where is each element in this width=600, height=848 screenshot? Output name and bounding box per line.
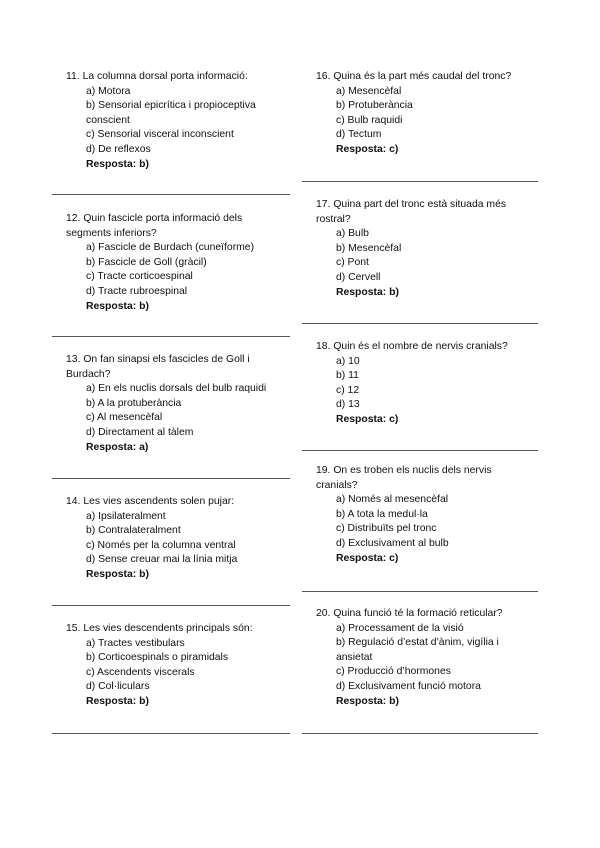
option-c: c) Al mesencèfal	[86, 412, 163, 424]
separator	[302, 591, 538, 592]
question-19	[302, 464, 538, 566]
option-d: d) 13	[336, 399, 360, 411]
question-options	[336, 227, 538, 285]
separator	[52, 733, 290, 734]
question-15	[52, 622, 290, 710]
question-text: 20. Quina funció té la formació reticular?	[316, 608, 503, 619]
option-d: d) Exclusivament funció motora	[336, 680, 481, 692]
answer: Resposta: b)	[336, 286, 399, 298]
question-options	[86, 241, 290, 299]
option-d: d) Tectum	[336, 129, 382, 141]
option-b: b) A tota la medul·la	[336, 508, 428, 520]
option-b: b) Corticoespinals o piramidals	[86, 652, 229, 664]
separator	[52, 336, 290, 337]
option-b: b) Regulació d’estat d’ànim, vigília i ansietat	[336, 637, 499, 663]
option-b: b) 11	[336, 370, 359, 382]
option-a: a) Bulb	[336, 228, 369, 240]
question-options	[86, 510, 290, 568]
question-13	[52, 353, 290, 455]
separator	[302, 181, 538, 182]
option-d: d) Sense creuar mai la línia mitja	[86, 554, 238, 566]
question-20	[302, 607, 538, 709]
answer: Resposta: b)	[86, 300, 149, 312]
option-b: b) Fascicle de Goll (gràcil)	[86, 256, 207, 268]
option-a: a) Fascicle de Burdach (cuneïforme)	[86, 242, 255, 254]
option-b: b) Protuberància	[336, 100, 413, 112]
separator	[52, 194, 290, 195]
answer: Resposta: c)	[336, 552, 399, 564]
separator	[52, 605, 290, 606]
answer: Resposta: b)	[86, 695, 149, 707]
option-d: d) Col·liculars	[86, 681, 150, 693]
question-18	[302, 340, 538, 428]
question-options	[336, 85, 538, 143]
question-text: 17. Quina part del tronc està situada més rostral?	[316, 199, 507, 225]
question-options	[336, 355, 538, 413]
option-a: a) Només al mesencèfal	[336, 494, 449, 506]
question-text: 18. Quin és el nombre de nervis cranials?	[316, 341, 508, 352]
option-c: c) Bulb raquidi	[336, 114, 403, 126]
answer: Resposta: b)	[86, 568, 149, 580]
answer: Resposta: c)	[336, 143, 399, 155]
option-c: c) Ascendents viscerals	[86, 666, 195, 678]
question-16	[302, 70, 538, 158]
question-text: 15. Les vies descendents principals són:	[66, 623, 253, 634]
option-d: d) Cervell	[336, 271, 381, 283]
option-a: a) 10	[336, 355, 360, 367]
answer: Resposta: a)	[86, 441, 149, 453]
answer: Resposta: c)	[336, 413, 399, 425]
question-text: 19. On es troben els nuclis dels nervis cranials?	[316, 465, 492, 491]
question-text: 11. La columna dorsal porta informació:	[66, 71, 248, 82]
option-d: d) Tracte rubroespinal	[86, 285, 188, 297]
question-options	[336, 622, 538, 695]
question-options	[86, 382, 290, 440]
option-a: a) Processament de la visió	[336, 622, 464, 634]
question-14	[52, 495, 290, 583]
question-options	[86, 85, 290, 158]
option-d: d) Directament al tàlem	[86, 426, 194, 438]
separator	[302, 323, 538, 324]
option-b: b) Contralateralment	[86, 525, 181, 537]
option-c: c) Tracte corticoespinal	[86, 271, 193, 283]
option-a: a) En els nuclis dorsals del bulb raquidi	[86, 383, 267, 395]
option-c: c) Producció d’hormones	[336, 666, 451, 678]
option-a: a) Ipsilateralment	[86, 510, 166, 522]
question-text: 12. Quin fascicle porta informació dels segments inferiors?	[66, 213, 243, 239]
option-c: c) Només per la columna ventral	[86, 539, 236, 551]
option-a: a) Mesencèfal	[336, 85, 402, 97]
option-c: c) 12	[336, 384, 360, 396]
answer: Resposta: b)	[86, 158, 149, 170]
question-text: 16. Quina és la part més caudal del tronc?	[316, 71, 512, 82]
answer: Resposta: b)	[336, 695, 399, 707]
question-options	[86, 637, 290, 695]
question-options	[336, 493, 538, 551]
separator	[302, 733, 538, 734]
option-a: a) Motora	[86, 85, 131, 97]
question-11	[52, 70, 290, 172]
option-b: b) A la protuberància	[86, 397, 182, 409]
option-c: c) Distribuïts pel tronc	[336, 523, 437, 535]
option-b: b) Sensorial epicrítica i propioceptiva conscient	[86, 100, 256, 126]
option-d: d) Exclusivament al bulb	[336, 537, 449, 549]
question-text: 13. On fan sinapsi els fascicles de Goll i Burdach?	[66, 354, 250, 380]
option-d: d) De reflexos	[86, 143, 151, 155]
option-c: c) Pont	[336, 257, 369, 269]
question-12	[52, 212, 290, 314]
question-17	[302, 198, 538, 300]
separator	[52, 478, 290, 479]
option-c: c) Sensorial visceral inconscient	[86, 129, 234, 141]
separator	[302, 450, 538, 451]
option-a: a) Tractes vestibulars	[86, 637, 185, 649]
option-b: b) Mesencèfal	[336, 242, 402, 254]
question-text: 14. Les vies ascendents solen pujar:	[66, 496, 235, 507]
